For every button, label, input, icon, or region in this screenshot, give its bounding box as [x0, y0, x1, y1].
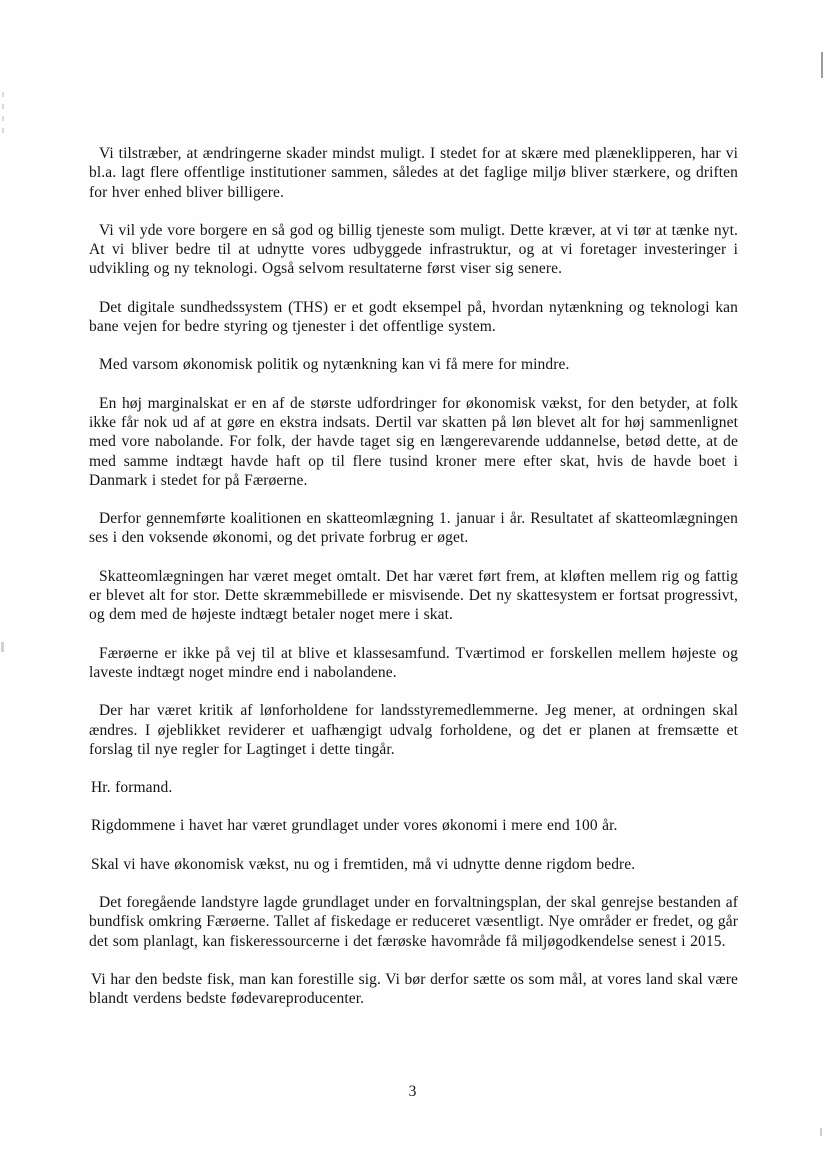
scan-artifact-left-marks [2, 92, 4, 138]
paragraph: Derfor gennemførte koalitionen en skatteomlægning 1. januar i år. Resultatet af skatteomlægningen ses i den voksende økonomi, og det private forbrug er øget. [89, 510, 738, 547]
paragraph: Vi tilstræber, at ændringerne skader mindst muligt. I stedet for at skære med plæneklipperen, har vi bl.a. lagt flere offentlige institutioner sammen, således at det faglige miljø bliver stærkere, og driften for hver enhed bliver billigere. [89, 145, 738, 201]
scan-artifact-right-line [821, 52, 823, 78]
paragraph: En høj marginalskat er en af de største udfordringer for økonomisk vækst, for den betyder, at folk ikke får nok ud af at gøre en ekstra indsats. Dertil var skatten på løn blevet alt for høj sammenlignet med vore nabolande. For folk, der havde taget sig en længerevarende uddannelse, betød dette, at de med samme indtægt havde haft op til flere tusind kroner mere efter skat, hvis de havde boet i Danmark i stedet for på Færøerne. [89, 394, 738, 489]
paragraph: Der har været kritik af lønforholdene for landsstyremedlemmerne. Jeg mener, at ordningen skal ændres. I øjeblikket reviderer et uafhængigt udvalg forholdene, og det er planen at fremsætte et forslag til nye regler for Lagtinget i dette tingår. [89, 702, 738, 758]
paragraph-salutation: Hr. formand. [91, 779, 173, 797]
scan-artifact-left-speck [1, 642, 4, 652]
text-body [89, 144, 738, 1028]
page-number: 3 [408, 1083, 417, 1100]
paragraph: Rigdommene i havet har været grundlaget under vores økonomi i mere end 100 år. [91, 817, 618, 835]
paragraph: Færøerne er ikke på vej til at blive et klassesamfund. Tværtimod er forskellen mellem højeste og laveste indtægt noget mindre end i nabolandene. [89, 644, 738, 681]
paragraph: Vi har den bedste fisk, man kan forestille sig. Vi bør derfor sætte os som mål, at vores land skal være blandt verdens bedste fødevareproducenter. [89, 970, 738, 1008]
paragraph: Skal vi have økonomisk vækst, nu og i fremtiden, må vi udnytte denne rigdom bedre. [91, 855, 636, 873]
paragraph: Det digitale sundhedssystem (THS) er et godt eksempel på, hvordan nytænkning og teknologi kan bane vejen for bedre styring og tjenester i det offentlige system. [89, 298, 738, 336]
paragraph: Med varsom økonomisk politik og nytænkning kan vi få mere for mindre. [99, 356, 570, 374]
scan-artifact-right-dot [820, 1128, 822, 1136]
paragraph: Det foregående landstyre lagde grundlaget under en forvaltningsplan, der skal genrejse bestanden af bundfisk omkring Færøerne. Tallet af fiskedage er reduceret væsentligt. Nye områder er fredet, og går det som planlagt, kan fiskeressourcerne i det færøske havområde få miljøgodkendelse senest i 2015. [89, 894, 738, 950]
paragraph: Skatteomlægningen har været meget omtalt. Det har været ført frem, at kløften mellem rig og fattig er blevet alt for stor. Dette skræmmebillede er misvisende. Det ny skattesystem er fortsat progressivt, og dem med de højeste indtægt betaler noget mere i skat. [89, 567, 738, 624]
paragraph: Vi vil yde vore borgere en så god og billig tjeneste som muligt. Dette kræver, at vi tør at tænke nyt. At vi bliver bedre til at udnytte vores udbyggede infrastruktur, og at vi foretager investeringer i udvikling og ny teknologi. Også selvom resultaterne først viser sig senere. [89, 221, 738, 278]
